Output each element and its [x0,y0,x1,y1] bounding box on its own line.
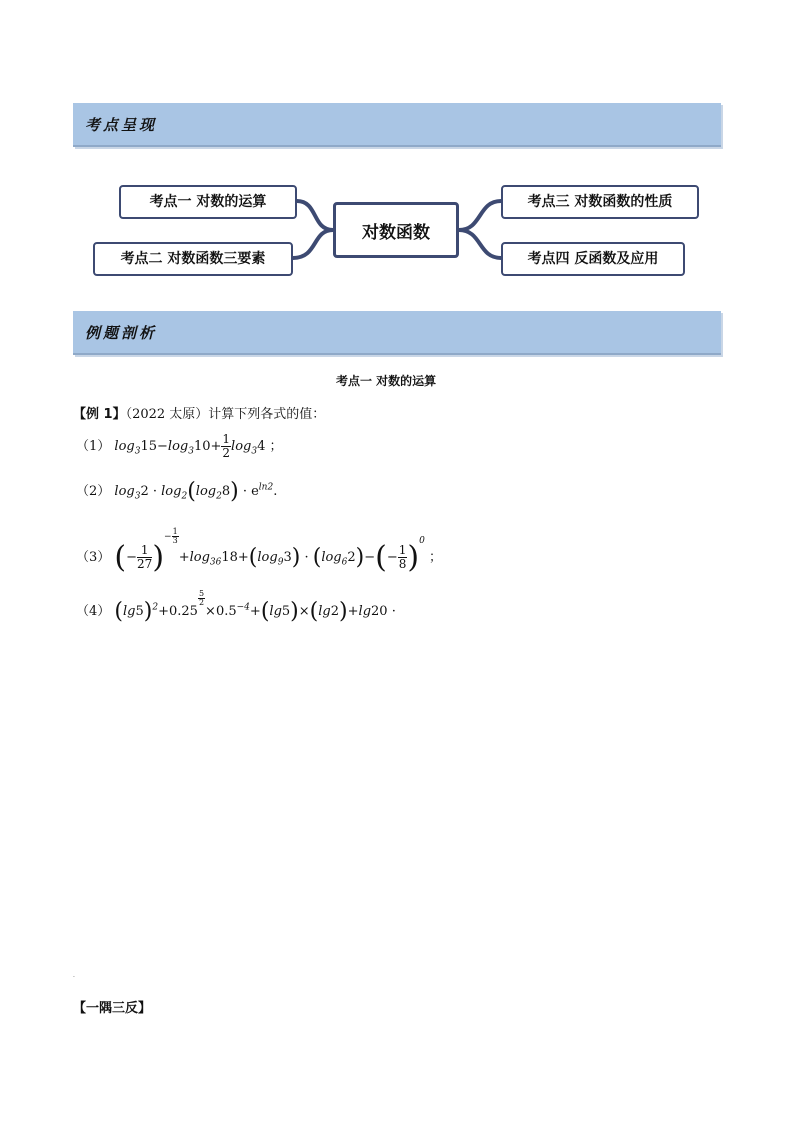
problem-1: （1） $\log_315-\log_310+$ $\frac{1}{2}$ $\log_34$ ； [76,432,283,460]
example-heading [73,403,325,422]
example-label: 【例 1】 [73,407,126,422]
problem-4: （4） $(\lg 5)^2+0.25$ $^{\frac{5}{2}}$ $\times 0.5^{-4}+(\lg 5)\times(\lg 2)+\lg 20$ · [76,589,396,624]
section-title: 考点一 对数的运算 [336,374,437,388]
problem-2-label: （2） [76,484,111,499]
section-banner-kaodian: 考点呈现 [73,103,721,147]
mindmap-node-right-bottom: 考点四 反函数及应用 [501,242,685,276]
mindmap-center-node: 对数函数 [333,202,459,258]
mindmap-node-left-bottom: 考点二 对数函数三要素 [93,242,293,276]
problem-3-label: （3） [76,550,111,565]
problem-3: （3） (− $\frac{1}{27}$ )$^{- \frac{1}{3}}$ $+\log_{36}18+(\log_93) \cdot (\log_62)-(-$ $\frac{1}{8}$ )$^0$ ； [76,527,442,575]
section-banner-liti: 例题剖析 [73,311,721,355]
problem-2: （2） $\log_32 \cdot \log_2(\log_28) \cdot e^{ln2}$. [76,479,278,504]
practice-heading: 【一隅三反】 [73,1001,152,1016]
example-source: （2022 太原）计算下列各式的值： [125,407,326,422]
mindmap-node-right-top: 考点三 对数函数的性质 [501,185,699,219]
problem-1-label: （1） [76,439,111,454]
mindmap-node-left-top: 考点一 对数的运算 [119,185,297,219]
page-mark: . [73,972,75,979]
problem-4-label: （4） [76,604,111,619]
